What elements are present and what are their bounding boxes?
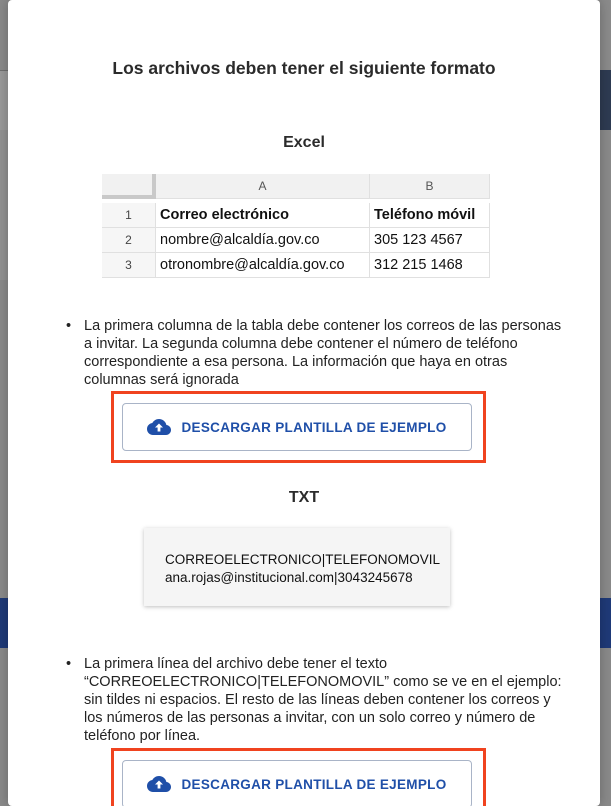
sheet-cell: nombre@alcaldía.gov.co (156, 228, 370, 253)
txt-description: La primera línea del archivo debe tener el texto “CORREOELECTRONICO|TELEFONOMOVIL” como se ve en el ejemplo: sin tildes ni espacios. El resto de las líneas deben contener los correos y los números de las personas a invitar, con un solo correo y número de teléfono por línea. (84, 656, 562, 744)
sheet-column-header: B (370, 174, 490, 199)
download-button-label: DESCARGAR PLANTILLA DE EJEMPLO (181, 776, 447, 792)
sheet-cell: 305 123 4567 (370, 228, 490, 253)
txt-example-line: CORREOELECTRONICO|TELEFONOMOVIL (165, 552, 441, 567)
modal-title: Los archivos deben tener el siguiente formato (112, 58, 496, 78)
txt-instructions (64, 655, 564, 745)
sheet-row (102, 228, 490, 253)
cloud-upload-icon (147, 775, 171, 793)
sheet-cell: Correo electrónico (156, 203, 370, 228)
txt-section-title: TXT (288, 489, 320, 506)
download-excel-template-button[interactable] (122, 403, 472, 451)
format-modal (8, 0, 600, 806)
excel-description: La primera columna de la tabla debe contener los correos de las personas a invitar. La segunda columna debe contener el número de teléfono correspondiente a esa persona. La información que haya en otras columnas será ignorada (84, 318, 562, 388)
excel-section-title: Excel (283, 134, 325, 151)
download-button-label: DESCARGAR PLANTILLA DE EJEMPLO (181, 419, 447, 435)
bullet-dot: • (66, 318, 72, 334)
bullet-dot: • (66, 656, 72, 672)
sheet-corner (102, 174, 156, 199)
download-txt-template-button[interactable] (122, 760, 472, 806)
background-banner (600, 70, 611, 130)
sheet-cell: otronombre@alcaldía.gov.co (156, 253, 370, 278)
sheet-row-number: 2 (102, 228, 156, 253)
background-banner (0, 598, 8, 648)
sheet-row-number: 3 (102, 253, 156, 278)
excel-example-sheet (102, 174, 490, 277)
excel-instructions (64, 317, 564, 389)
background-strip (0, 70, 8, 130)
sheet-row (102, 253, 490, 278)
background-banner (600, 598, 611, 648)
sheet-header-row (102, 174, 490, 199)
cloud-upload-icon (147, 418, 171, 436)
txt-example-line: ana.rojas@institucional.com|3043245678 (165, 570, 413, 585)
txt-example-box (144, 528, 450, 606)
sheet-row (102, 203, 490, 228)
sheet-row-number: 1 (102, 203, 156, 228)
background-strip (0, 130, 8, 280)
sheet-cell: 312 215 1468 (370, 253, 490, 278)
sheet-cell: Teléfono móvil (370, 203, 490, 228)
sheet-column-header: A (156, 174, 370, 199)
